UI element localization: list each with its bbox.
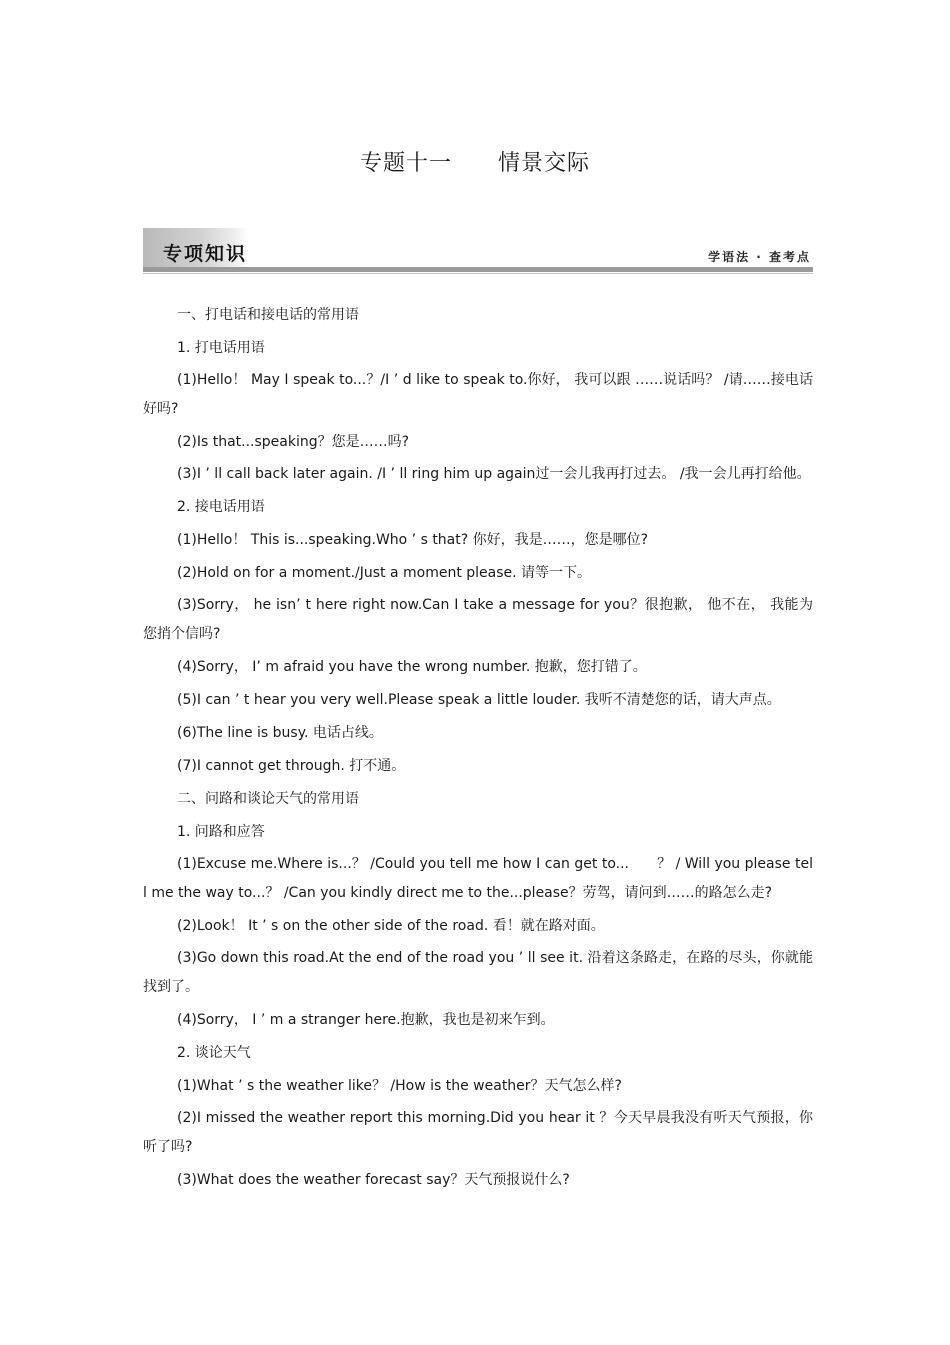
section-banner — [143, 228, 813, 274]
subsection-heading: 1. 打电话用语 — [177, 340, 265, 356]
phrase-item: (6)The line is busy. 电话占线。 — [177, 725, 383, 741]
section-tab — [143, 228, 249, 268]
phrase-item: (2)Is that...speaking？您是……吗? — [177, 434, 410, 450]
phrase-item: (1)Excuse me.Where is...？ /Could you tell me how I can get to... ？ / Will you please tell me the way to...？ /Can you kindly direct me to the...please？劳驾，请问到……的路怎么走? — [143, 856, 813, 901]
section-subtitle: 学语法 · 查考点 — [708, 250, 811, 264]
phrase-item: (3)Go down this road.At the end of the road you ’ ll see it. 沿着这条路走，在路的尽头，你就能找到了。 — [143, 950, 813, 995]
document-body — [143, 300, 813, 1198]
phrase-item: (4)Sorry， I ’ m a stranger here.抱歉，我也是初来乍到。 — [177, 1012, 555, 1028]
phrase-item: (2)I missed the weather report this morning.Did you hear it ？今天早晨我没有听天气预报，你听了吗? — [143, 1110, 813, 1155]
subsection-heading: 1. 问路和应答 — [177, 824, 265, 840]
phrase-item: (5)I can ’ t hear you very well.Please speak a little louder. 我听不清楚您的话，请大声点。 — [177, 692, 781, 708]
section-rule — [143, 267, 813, 272]
phrase-item: (2)Hold on for a moment./Just a moment please. 请等一下。 — [177, 565, 592, 581]
section-tab-label: 专项知识 — [163, 243, 248, 265]
phrase-item: (3)Sorry， he isn’ t here right now.Can I take a message for you？很抱歉， 他不在， 我能为您捎个信吗? — [143, 597, 813, 642]
phrase-item: (4)Sorry， I’ m afraid you have the wrong number. 抱歉，您打错了。 — [177, 659, 647, 675]
subsection-heading: 2. 谈论天气 — [177, 1045, 251, 1061]
section-rule-thin — [143, 273, 813, 274]
phrase-item: (3)What does the weather forecast say？天气预报说什么? — [177, 1172, 570, 1188]
phrase-item: (1)Hello！ This is...speaking.Who ’ s that? 你好，我是……，您是哪位? — [177, 532, 649, 548]
phrase-item: (7)I cannot get through. 打不通。 — [177, 758, 406, 774]
section-heading: 一、打电话和接电话的常用语 — [177, 307, 359, 323]
phrase-item: (1)Hello！ May I speak to...？/I ’ d like to speak to.你好， 我可以跟 ……说话吗？ /请……接电话好吗? — [143, 372, 813, 417]
phrase-item: (2)Look！ It ’ s on the other side of the road. 看！就在路对面。 — [177, 918, 605, 934]
phrase-item: (1)What ’ s the weather like？ /How is the weather？天气怎么样? — [177, 1078, 622, 1094]
phrase-item: (3)I ’ ll call back later again. /I ’ ll ring him up again过一会儿我再打过去。 /我一会儿再打给他。 — [177, 466, 811, 482]
page-title: 专题十一 情景交际 — [359, 151, 590, 176]
subsection-heading: 2. 接电话用语 — [177, 499, 265, 515]
section-heading: 二、问路和谈论天气的常用语 — [177, 791, 359, 807]
